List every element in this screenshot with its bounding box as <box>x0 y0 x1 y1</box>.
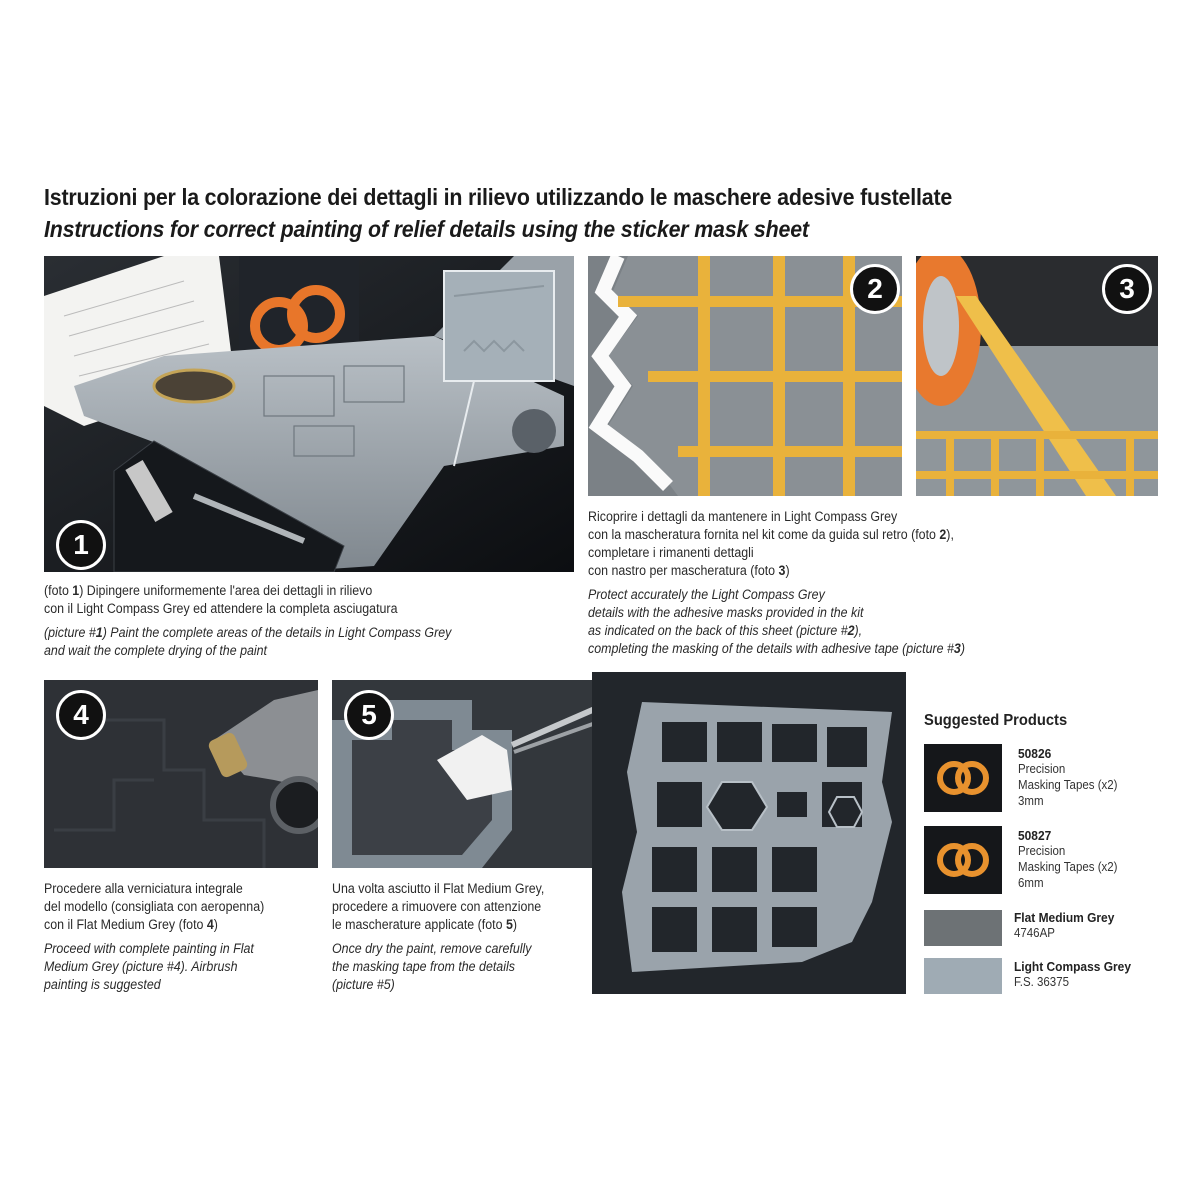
photo-step-3 <box>916 256 1158 496</box>
caption-step-4 <box>44 880 320 994</box>
product-line: 3mm <box>1018 794 1044 808</box>
text: 3 <box>953 641 961 656</box>
caption-5-en-3: (picture #5) <box>332 977 395 992</box>
caption-23-it-4 <box>588 562 1085 580</box>
step-number-4: 4 <box>56 690 106 740</box>
color-code: 4746AP <box>1014 926 1055 940</box>
caption-step-2-3 <box>588 508 1085 658</box>
product-line: Precision <box>1018 844 1066 858</box>
step-number-1: 1 <box>56 520 106 570</box>
text: completing the masking of the details with adhesive tape (picture # <box>588 641 954 656</box>
caption-23-en-4 <box>588 640 1085 658</box>
product-line: 6mm <box>1018 876 1044 890</box>
caption-5-it-1: Una volta asciutto il Flat Medium Grey, <box>332 881 545 896</box>
caption-4-it-1: Procedere alla verniciatura integrale <box>44 881 243 896</box>
title-english: Instructions for correct painting of relief details using the sticker mask sheet <box>44 216 809 242</box>
photo-step-1 <box>44 256 574 572</box>
caption-1-en <box>44 624 559 642</box>
caption-4-en-3: painting is suggested <box>44 977 161 992</box>
product-50827 <box>1018 828 1118 891</box>
caption-step-5 <box>332 880 599 994</box>
caption-1-it <box>44 582 559 600</box>
product-50827-image <box>924 826 1002 894</box>
swatch-flat-medium-grey <box>924 910 1002 946</box>
text: con nastro per mascheratura (foto <box>588 563 779 578</box>
caption-23-it-1: Ricoprire i dettagli da mantenere in Light Compass Grey <box>588 509 898 524</box>
caption-4-it-2: del modello (consigliata con aeropenna) <box>44 899 265 914</box>
text: ) <box>960 641 965 656</box>
text: (foto <box>44 583 73 598</box>
text: ), <box>854 623 863 638</box>
swatch-light-compass-grey <box>924 958 1002 994</box>
caption-23-en-1: Protect accurately the Light Compass Grey <box>588 587 825 602</box>
jet-model-illustration <box>44 256 574 572</box>
photo-mask-sheet <box>592 672 906 994</box>
text: 4 <box>206 917 214 932</box>
caption-5-en-1: Once dry the paint, remove carefully <box>332 941 532 956</box>
color-code: F.S. 36375 <box>1014 975 1069 989</box>
photo-step-4 <box>44 680 318 868</box>
text: 1 <box>72 583 80 598</box>
text: ) <box>213 917 218 932</box>
text: con la mascheratura fornita nel kit come da guida sul retro (foto <box>588 527 940 542</box>
caption-4-it-3 <box>44 916 320 934</box>
text: le mascherature applicate (foto <box>332 917 506 932</box>
product-line: Masking Tapes (x2) <box>1018 860 1118 874</box>
text: ) Dipingere uniformemente l'area dei dettagli in rilievo <box>79 583 373 598</box>
step-number-2: 2 <box>850 264 900 314</box>
caption-23-en-3 <box>588 622 1085 640</box>
product-line: Precision <box>1018 762 1066 776</box>
photo-step-5 <box>332 680 604 868</box>
caption-23-en-2: details with the adhesive masks provided in the kit <box>588 605 864 620</box>
step-number-3: 3 <box>1102 264 1152 314</box>
caption-5-en-2: the masking tape from the details <box>332 959 515 974</box>
product-line: Masking Tapes (x2) <box>1018 778 1118 792</box>
text: 1 <box>95 625 103 640</box>
text: as indicated on the back of this sheet (picture # <box>588 623 848 638</box>
text: ) <box>785 563 790 578</box>
color-name: Light Compass Grey <box>1014 959 1131 974</box>
text: 2 <box>847 623 855 638</box>
mask-sheet-illustration <box>592 672 906 994</box>
tape-rolls-icon <box>924 826 1002 894</box>
photo-step-2 <box>588 256 902 496</box>
tape-rolls-icon <box>924 744 1002 812</box>
title-italian: Istruzioni per la colorazione dei dettagli in rilievo utilizzando le maschere adesive fustellate <box>44 184 953 210</box>
suggested-products-title: Suggested Products <box>924 712 1068 729</box>
product-code: 50827 <box>1018 828 1052 843</box>
text: ), <box>946 527 954 542</box>
step-number-5: 5 <box>344 690 394 740</box>
caption-4-en-1: Proceed with complete painting in Flat <box>44 941 254 956</box>
product-50826 <box>1018 746 1118 809</box>
color-flat-medium-grey <box>1014 910 1114 941</box>
caption-23-it-2 <box>588 526 1085 544</box>
text: ) Paint the complete areas of the details in Light Compass Grey <box>102 625 452 640</box>
text: ) <box>512 917 518 932</box>
text: 2 <box>939 527 947 542</box>
caption-23-it-3: completare i rimanenti dettagli <box>588 545 754 560</box>
text: (picture # <box>44 625 96 640</box>
caption-1-en-2: and wait the complete drying of the paint <box>44 643 268 658</box>
caption-step-1 <box>44 582 559 660</box>
text: con il Flat Medium Grey (foto <box>44 917 207 932</box>
caption-5-it-3 <box>332 916 599 934</box>
caption-4-en-2: Medium Grey (picture #4). Airbrush <box>44 959 238 974</box>
color-name: Flat Medium Grey <box>1014 910 1115 925</box>
product-50826-image <box>924 744 1002 812</box>
caption-1-it-2: con il Light Compass Grey ed attendere la completa asciugatura <box>44 601 398 616</box>
text: 5 <box>505 917 513 932</box>
text: 3 <box>778 563 786 578</box>
caption-5-it-2: procedere a rimuovere con attenzione <box>332 899 542 914</box>
color-light-compass-grey <box>1014 959 1131 990</box>
product-code: 50826 <box>1018 746 1052 761</box>
